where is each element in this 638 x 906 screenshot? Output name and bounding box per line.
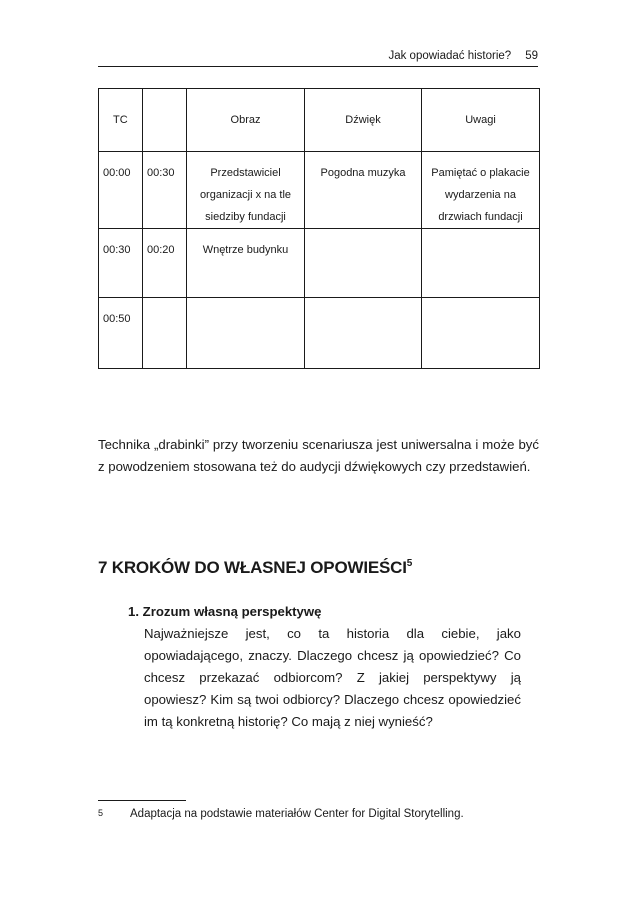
cell-duration: 00:30 (143, 152, 187, 229)
cell-notes (422, 298, 540, 369)
table-header-row (99, 89, 540, 152)
header-image: Obraz (187, 89, 305, 152)
header-sound: Dźwięk (305, 89, 422, 152)
table-row (99, 229, 540, 298)
footnote-divider (98, 800, 186, 801)
cell-notes: Pamiętać o plakacie wydarzenia na drzwiach fundacji (422, 152, 540, 229)
page-number: 59 (525, 50, 538, 62)
step-title: 1. Zrozum własną perspektywę (128, 604, 322, 619)
cell-duration: 00:20 (143, 229, 187, 298)
header-title: Jak opowiadać historie? (388, 50, 512, 62)
section-title (98, 558, 412, 578)
cell-sound (305, 229, 422, 298)
cell-duration (143, 298, 187, 369)
header-tc: TC (99, 89, 143, 152)
table-row (99, 298, 540, 369)
body-paragraph: Technika „drabinki” przy tworzeniu scenariusza jest uniwersalna i może być z powodzeniem stosowana też do audycji dźwiękowych czy przedstawień. (98, 437, 539, 474)
header-duration (143, 89, 187, 152)
cell-image: Przedstawiciel organizacji x na tle siedziby fundacji (187, 152, 305, 229)
cell-image: Wnętrze budynku (187, 229, 305, 298)
cell-sound: Pogodna muzyka (305, 152, 422, 229)
running-header (98, 50, 538, 67)
cell-notes (422, 229, 540, 298)
section-title-text: 7 KROKÓW DO WŁASNEJ OPOWIEŚCI (98, 558, 407, 577)
step-item (128, 601, 521, 733)
storyboard-table (98, 88, 540, 369)
cell-tc: 00:00 (99, 152, 143, 229)
footnote-mark: 5 (98, 808, 104, 818)
cell-image (187, 298, 305, 369)
cell-tc: 00:50 (99, 298, 143, 369)
cell-sound (305, 298, 422, 369)
footnote-reference: 5 (406, 558, 413, 569)
footnote-text: Adaptacja na podstawie materiałów Center for Digital Storytelling. (130, 808, 464, 820)
table-row (99, 152, 540, 229)
step-body: Najważniejsze jest, co ta historia dla ciebie, jako opowiadającego, znaczy. Dlaczego chcesz ją opowiedzieć? Co chcesz przekazać odbiorcom? Z jakiej perspektywy ją opowiesz? Kim są twoi odbiorcy? Dlaczego chcesz opowiedzieć im tą konkretną historię? Co mają z niej wynieść? (144, 626, 521, 729)
cell-tc: 00:30 (99, 229, 143, 298)
header-notes: Uwagi (422, 89, 540, 152)
